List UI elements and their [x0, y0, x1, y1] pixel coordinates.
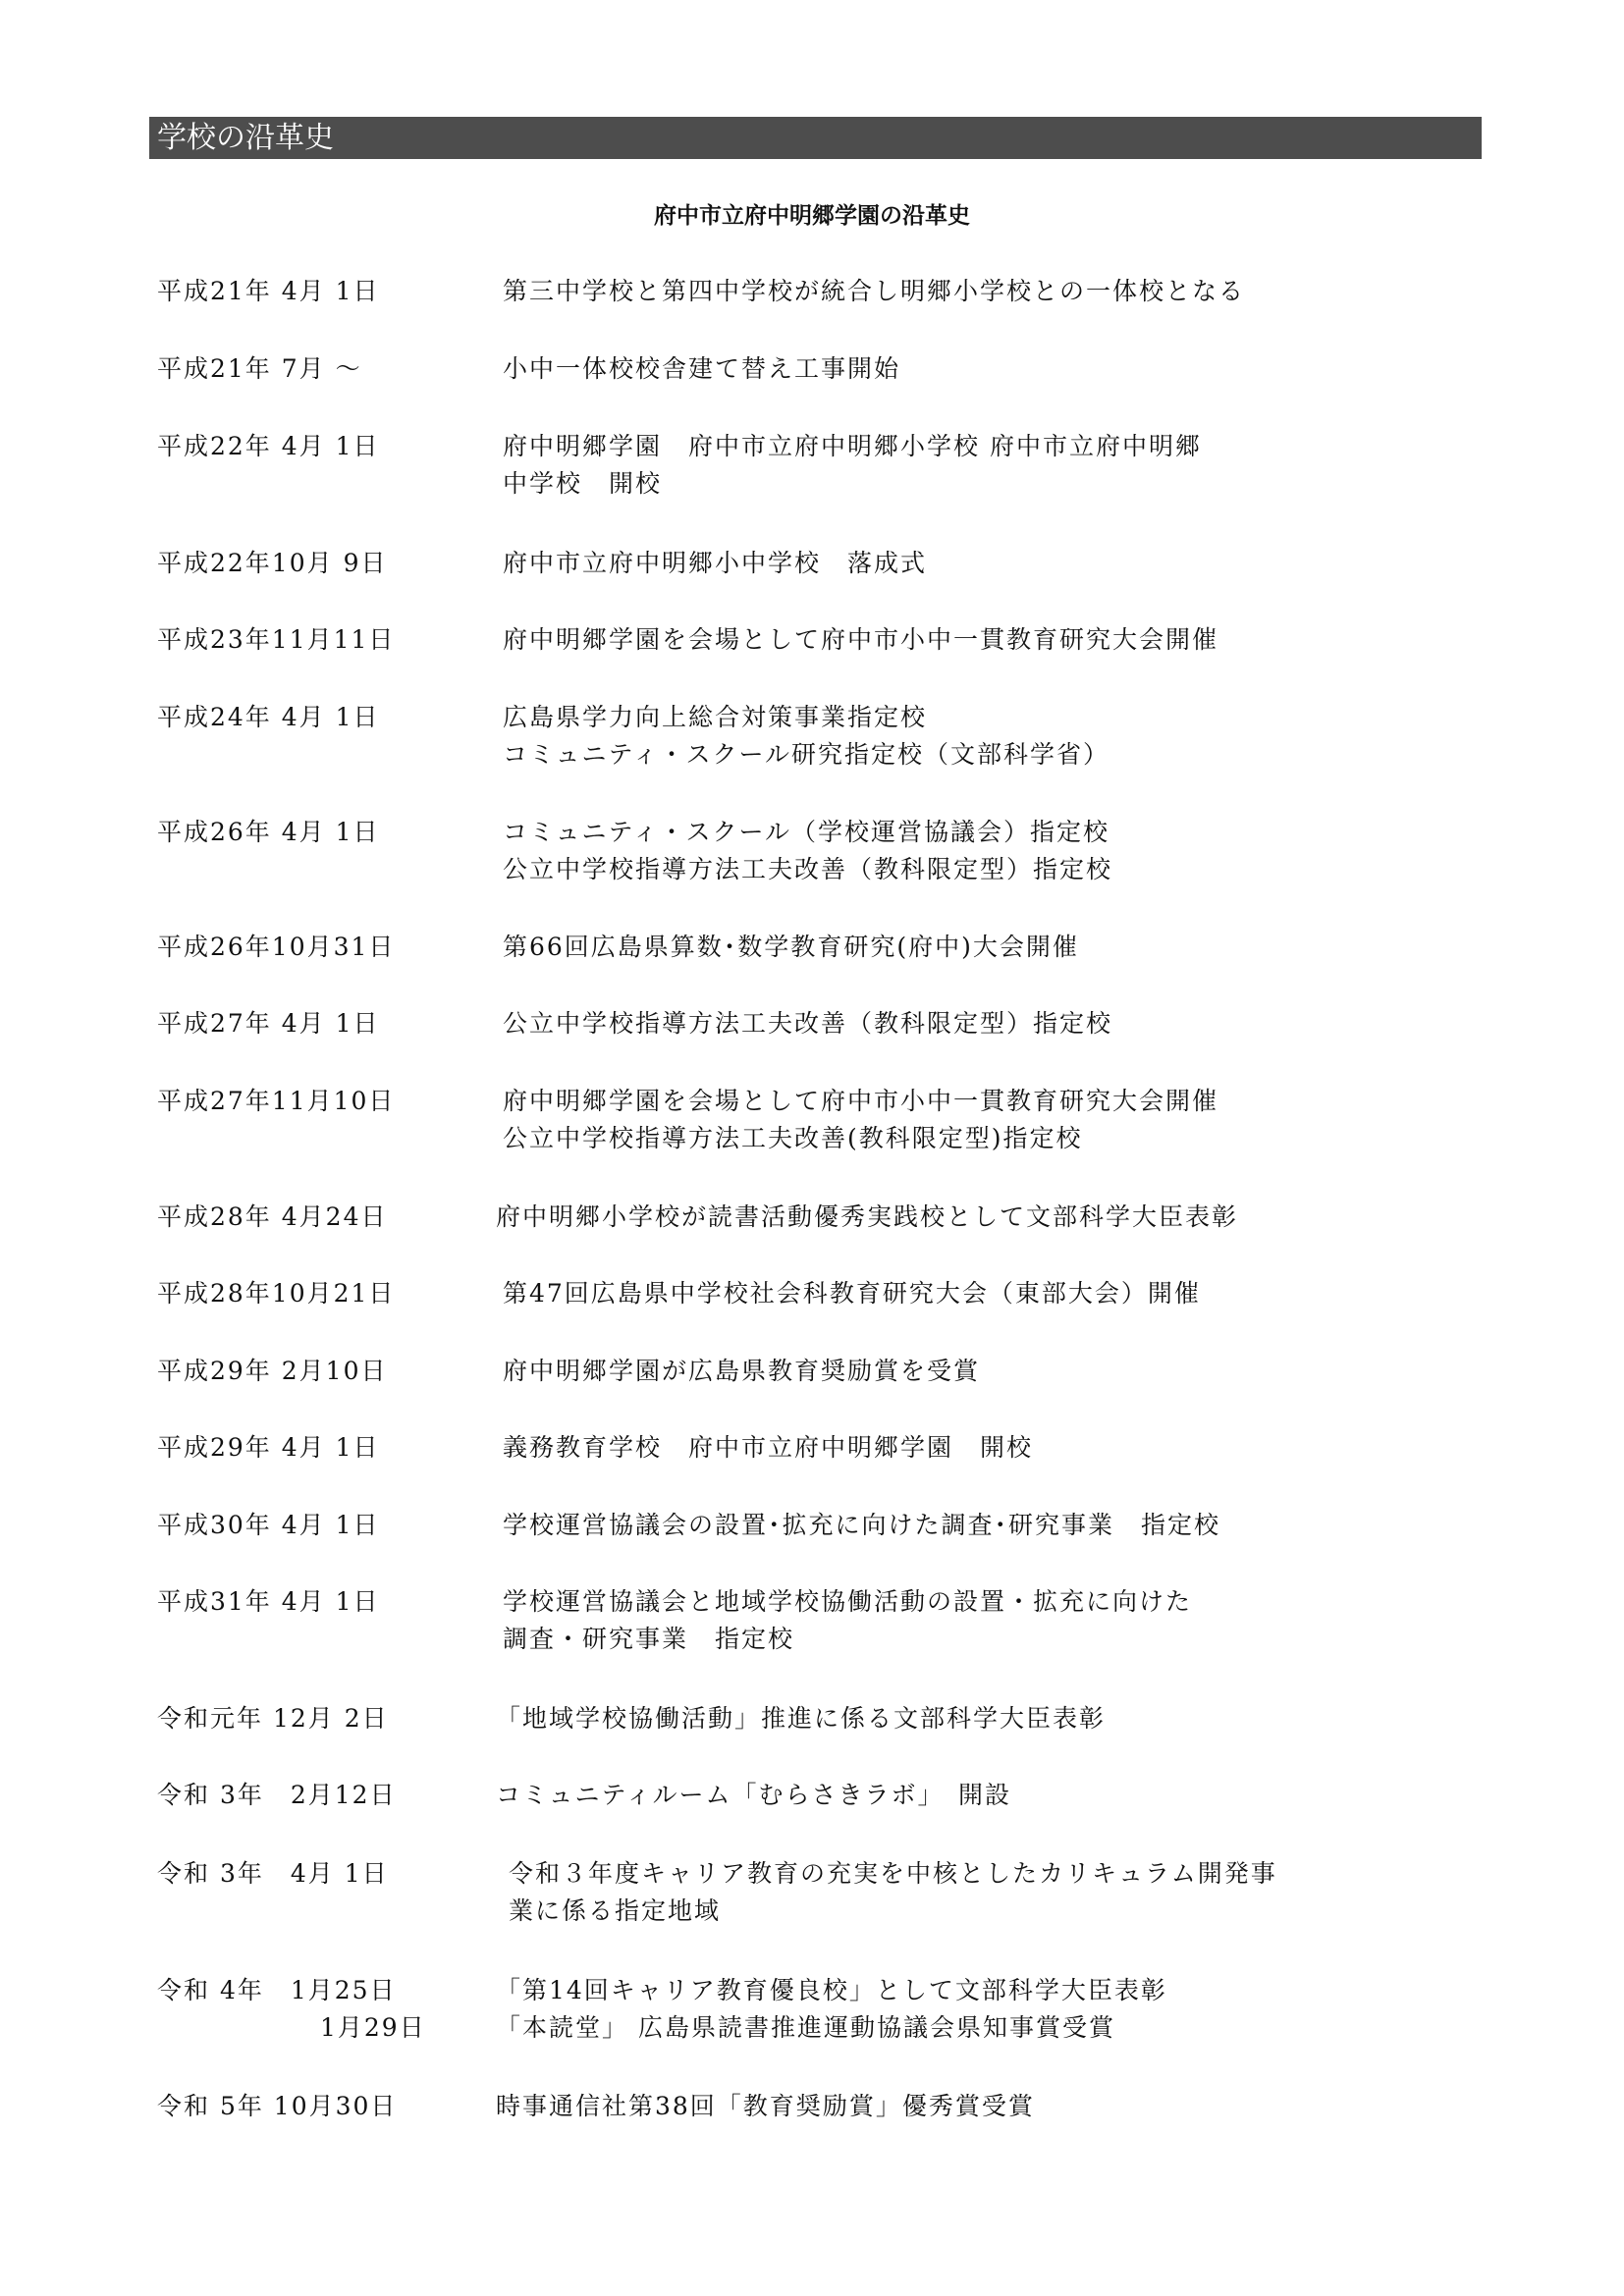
entry-date: 平成22年10月 9日	[157, 549, 388, 577]
event-line: 第66回広島県算数･数学教育研究(府中)大会開催	[503, 933, 1079, 961]
entry-date: 平成26年 4月 1日	[157, 818, 380, 846]
entry-event	[503, 545, 1494, 582]
entry-event	[503, 1005, 1494, 1042]
entry-event	[496, 1199, 1488, 1236]
entry-event	[503, 428, 1494, 503]
entry-date: 平成30年 4月 1日	[157, 1511, 380, 1539]
event-line: 時事通信社第38回「教育奨励賞」優秀賞受賞	[496, 2092, 1035, 2120]
event-line: 第三中学校と第四中学校が統合し明郷小学校との一体校となる	[503, 277, 1246, 305]
entry-date: 令和 3年 4月 1日	[157, 1859, 389, 1888]
event-line: 府中明郷学園が広島県教育奨励賞を受賞	[503, 1357, 981, 1385]
event-line: コミュニティ・スクール研究指定校（文部科学省）	[503, 740, 1110, 769]
entry-date: 平成28年10月21日	[157, 1279, 396, 1308]
event-line: 中学校 開校	[503, 469, 663, 498]
event-line: 義務教育学校 府中市立府中明郷学園 開校	[503, 1433, 1034, 1462]
entry-event	[503, 1583, 1494, 1658]
event-line: 学校運営協議会の設置･拡充に向けた調査･研究事業 指定校	[503, 1511, 1221, 1539]
event-line: 令和３年度キャリア教育の充実を中核としたカリキュラム開発事	[509, 1859, 1277, 1888]
entry-event	[503, 621, 1494, 659]
entry-date: 平成21年 4月 1日	[157, 277, 380, 305]
entry-date: 平成27年11月10日	[157, 1087, 396, 1115]
entry-date: 令和 4年 1月25日	[157, 1976, 397, 2004]
entry-sub-date: 1月29日	[320, 2013, 426, 2042]
entry-event	[496, 2088, 1488, 2125]
event-line: 業に係る指定地域	[509, 1896, 722, 1925]
entry-date: 平成27年 4月 1日	[157, 1009, 380, 1038]
event-line: 小中一体校校舎建て替え工事開始	[503, 354, 901, 383]
section-header: 学校の沿革史	[149, 117, 1482, 159]
event-line: コミュニティルーム「むらさきラボ」 開設	[496, 1781, 1012, 1809]
entry-date: 平成24年 4月 1日	[157, 703, 380, 731]
entry-date: 平成26年10月31日	[157, 933, 396, 961]
entry-event	[503, 929, 1494, 966]
entry-event	[503, 1429, 1494, 1467]
entry-event	[503, 814, 1494, 888]
event-line: 「第14回キャリア教育優良校」として文部科学大臣表彰	[496, 1976, 1167, 2004]
entry-event	[503, 1275, 1494, 1312]
event-line: 「地域学校協働活動」推進に係る文部科学大臣表彰	[496, 1704, 1107, 1733]
event-line: 府中明郷小学校が読書活動優秀実践校として文部科学大臣表彰	[496, 1202, 1239, 1231]
entry-date: 平成29年 2月10日	[157, 1357, 388, 1385]
event-line: 府中明郷学園 府中市立府中明郷小学校 府中市立府中明郷	[503, 432, 1202, 460]
event-line: 府中明郷学園を会場として府中市小中一貫教育研究大会開催	[503, 625, 1219, 654]
event-line: 公立中学校指導方法工夫改善（教科限定型）指定校	[503, 855, 1113, 883]
entry-date: 平成22年 4月 1日	[157, 432, 380, 460]
entry-event	[496, 1777, 1488, 1814]
entry-event	[509, 1855, 1500, 1930]
entry-date: 平成29年 4月 1日	[157, 1433, 380, 1462]
entry-date: 平成21年 7月 ～	[157, 354, 362, 383]
event-line: コミュニティ・スクール（学校運営協議会）指定校	[503, 818, 1110, 846]
event-line: 府中市立府中明郷小中学校 落成式	[503, 549, 928, 577]
entry-event	[503, 273, 1494, 310]
entry-date: 平成28年 4月24日	[157, 1202, 388, 1231]
event-line: 第47回広島県中学校社会科教育研究大会（東部大会）開催	[503, 1279, 1201, 1308]
entry-event	[503, 1353, 1494, 1390]
event-line: 公立中学校指導方法工夫改善（教科限定型）指定校	[503, 1009, 1113, 1038]
event-line: 府中明郷学園を会場として府中市小中一貫教育研究大会開催	[503, 1087, 1219, 1115]
event-line: 公立中学校指導方法工夫改善(教科限定型)指定校	[503, 1124, 1083, 1152]
event-line: 調査・研究事業 指定校	[503, 1625, 795, 1653]
entry-date: 平成31年 4月 1日	[157, 1587, 380, 1616]
event-line: 「本読堂」 広島県読書推進運動協議会県知事賞受賞	[496, 2013, 1115, 2042]
document-title: 府中市立府中明郷学園の沿革史	[654, 203, 970, 229]
event-line: 広島県学力向上総合対策事業指定校	[503, 703, 928, 731]
event-line: 学校運営協議会と地域学校協働活動の設置・拡充に向けた	[503, 1587, 1193, 1616]
entry-date: 令和 3年 2月12日	[157, 1781, 397, 1809]
entry-event	[496, 1700, 1488, 1737]
entry-event	[503, 1083, 1494, 1157]
entry-date: 平成23年11月11日	[157, 625, 396, 654]
entry-event	[496, 1972, 1488, 2047]
entry-event	[503, 699, 1494, 774]
entry-date: 令和元年 12月 2日	[157, 1704, 389, 1733]
entry-date: 令和 5年 10月30日	[157, 2092, 398, 2120]
entry-event	[503, 350, 1494, 388]
entry-event	[503, 1507, 1494, 1544]
